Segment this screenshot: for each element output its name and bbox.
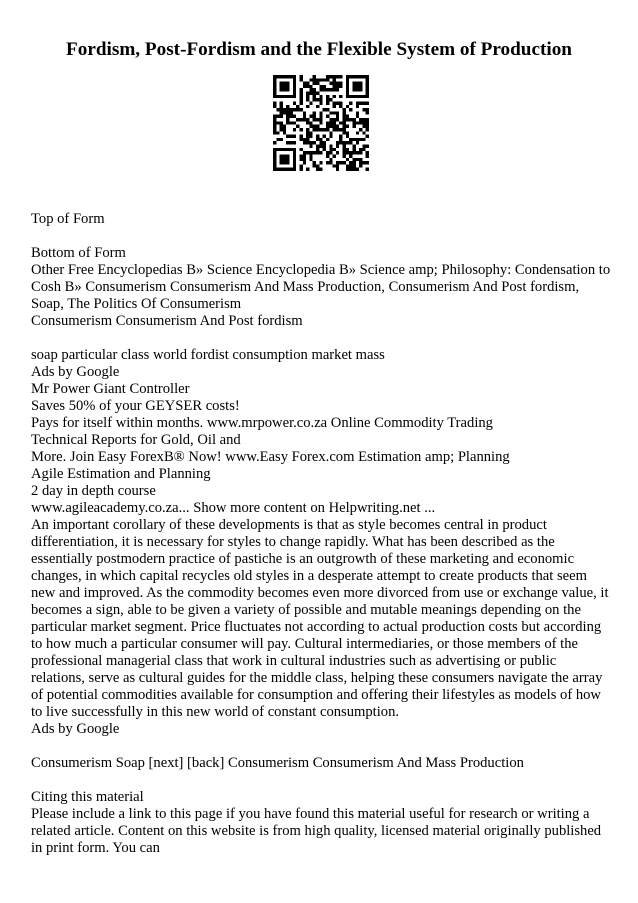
citing-text: Please include a link to this page if you have found this material useful for research or writing a related article. Content on this website is from high quality, licensed material originally published in print form. You can: [31, 806, 602, 856]
page-navigation: Consumerism Soap [next] [back] Consumerism Consumerism And Mass Production: [31, 755, 524, 771]
breadcrumb: Other Free Encyclopedias B» Science Encyclopedia B» Science amp; Philosophy: Condensation to Cosh B» Consumerism Consumerism And Mass Production, Consumerism And Post fordism, Soap, The Politics Of Consumerism: [31, 262, 611, 312]
ad-title: Agile Estimation and Planning: [31, 466, 211, 482]
main-paragraph: An important corollary of these developments is that as style becomes central in product differentiation, it is necessary for styles to change rapidly. What has been described as the essentially postmodern practice of pastiche is an outgrowth of these marketing and economic changes, in which capital recycles old styles in a desperate attempt to create products that seem new and improved. As the commodity becomes even more divorced from use or exchange value, it becomes a sign, able to be given a variety of possible and mutable meanings depending on the particular market segment. Price fluctuates not according to actual production costs but according to how much a particular consumer will pay. Cultural intermediaries, or those members of the professional managerial class that work in cultural industries such as advertising or public relations, serve as cultural guides for the middle class, helping these consumers navigate the array of potential commodities available for consumption and offering their lifestyles as models of how to live successfully in this new world of constant consumption.: [31, 517, 609, 720]
ad-text: Pays for itself within months. www.mrpower.co.za Online Commodity Trading: [31, 415, 493, 431]
qr-code-icon: [273, 75, 369, 171]
section-heading: Consumerism Consumerism And Post fordism: [31, 313, 303, 329]
document-body: [31, 211, 611, 857]
ad-text: Technical Reports for Gold, Oil and: [31, 432, 241, 448]
ad-text: 2 day in depth course: [31, 483, 156, 499]
ad-text: Saves 50% of your GEYSER costs!: [31, 398, 240, 414]
ad-title: Mr Power Giant Controller: [31, 381, 190, 397]
document-title: Fordism, Post-Fordism and the Flexible System of Production: [66, 39, 572, 60]
ads-label: Ads by Google: [31, 364, 120, 380]
bottom-of-form-label: Bottom of Form: [31, 245, 126, 261]
ad-text: More. Join Easy ForexB® Now! www.Easy Forex.com Estimation amp; Planning: [31, 449, 510, 465]
citing-heading: Citing this material: [31, 789, 144, 805]
top-of-form-label: Top of Form: [31, 211, 105, 227]
keywords-line: soap particular class world fordist consumption market mass: [31, 347, 385, 363]
ads-label: Ads by Google: [31, 721, 120, 737]
ad-text: www.agileacademy.co.za... Show more content on Helpwriting.net ...: [31, 500, 436, 516]
